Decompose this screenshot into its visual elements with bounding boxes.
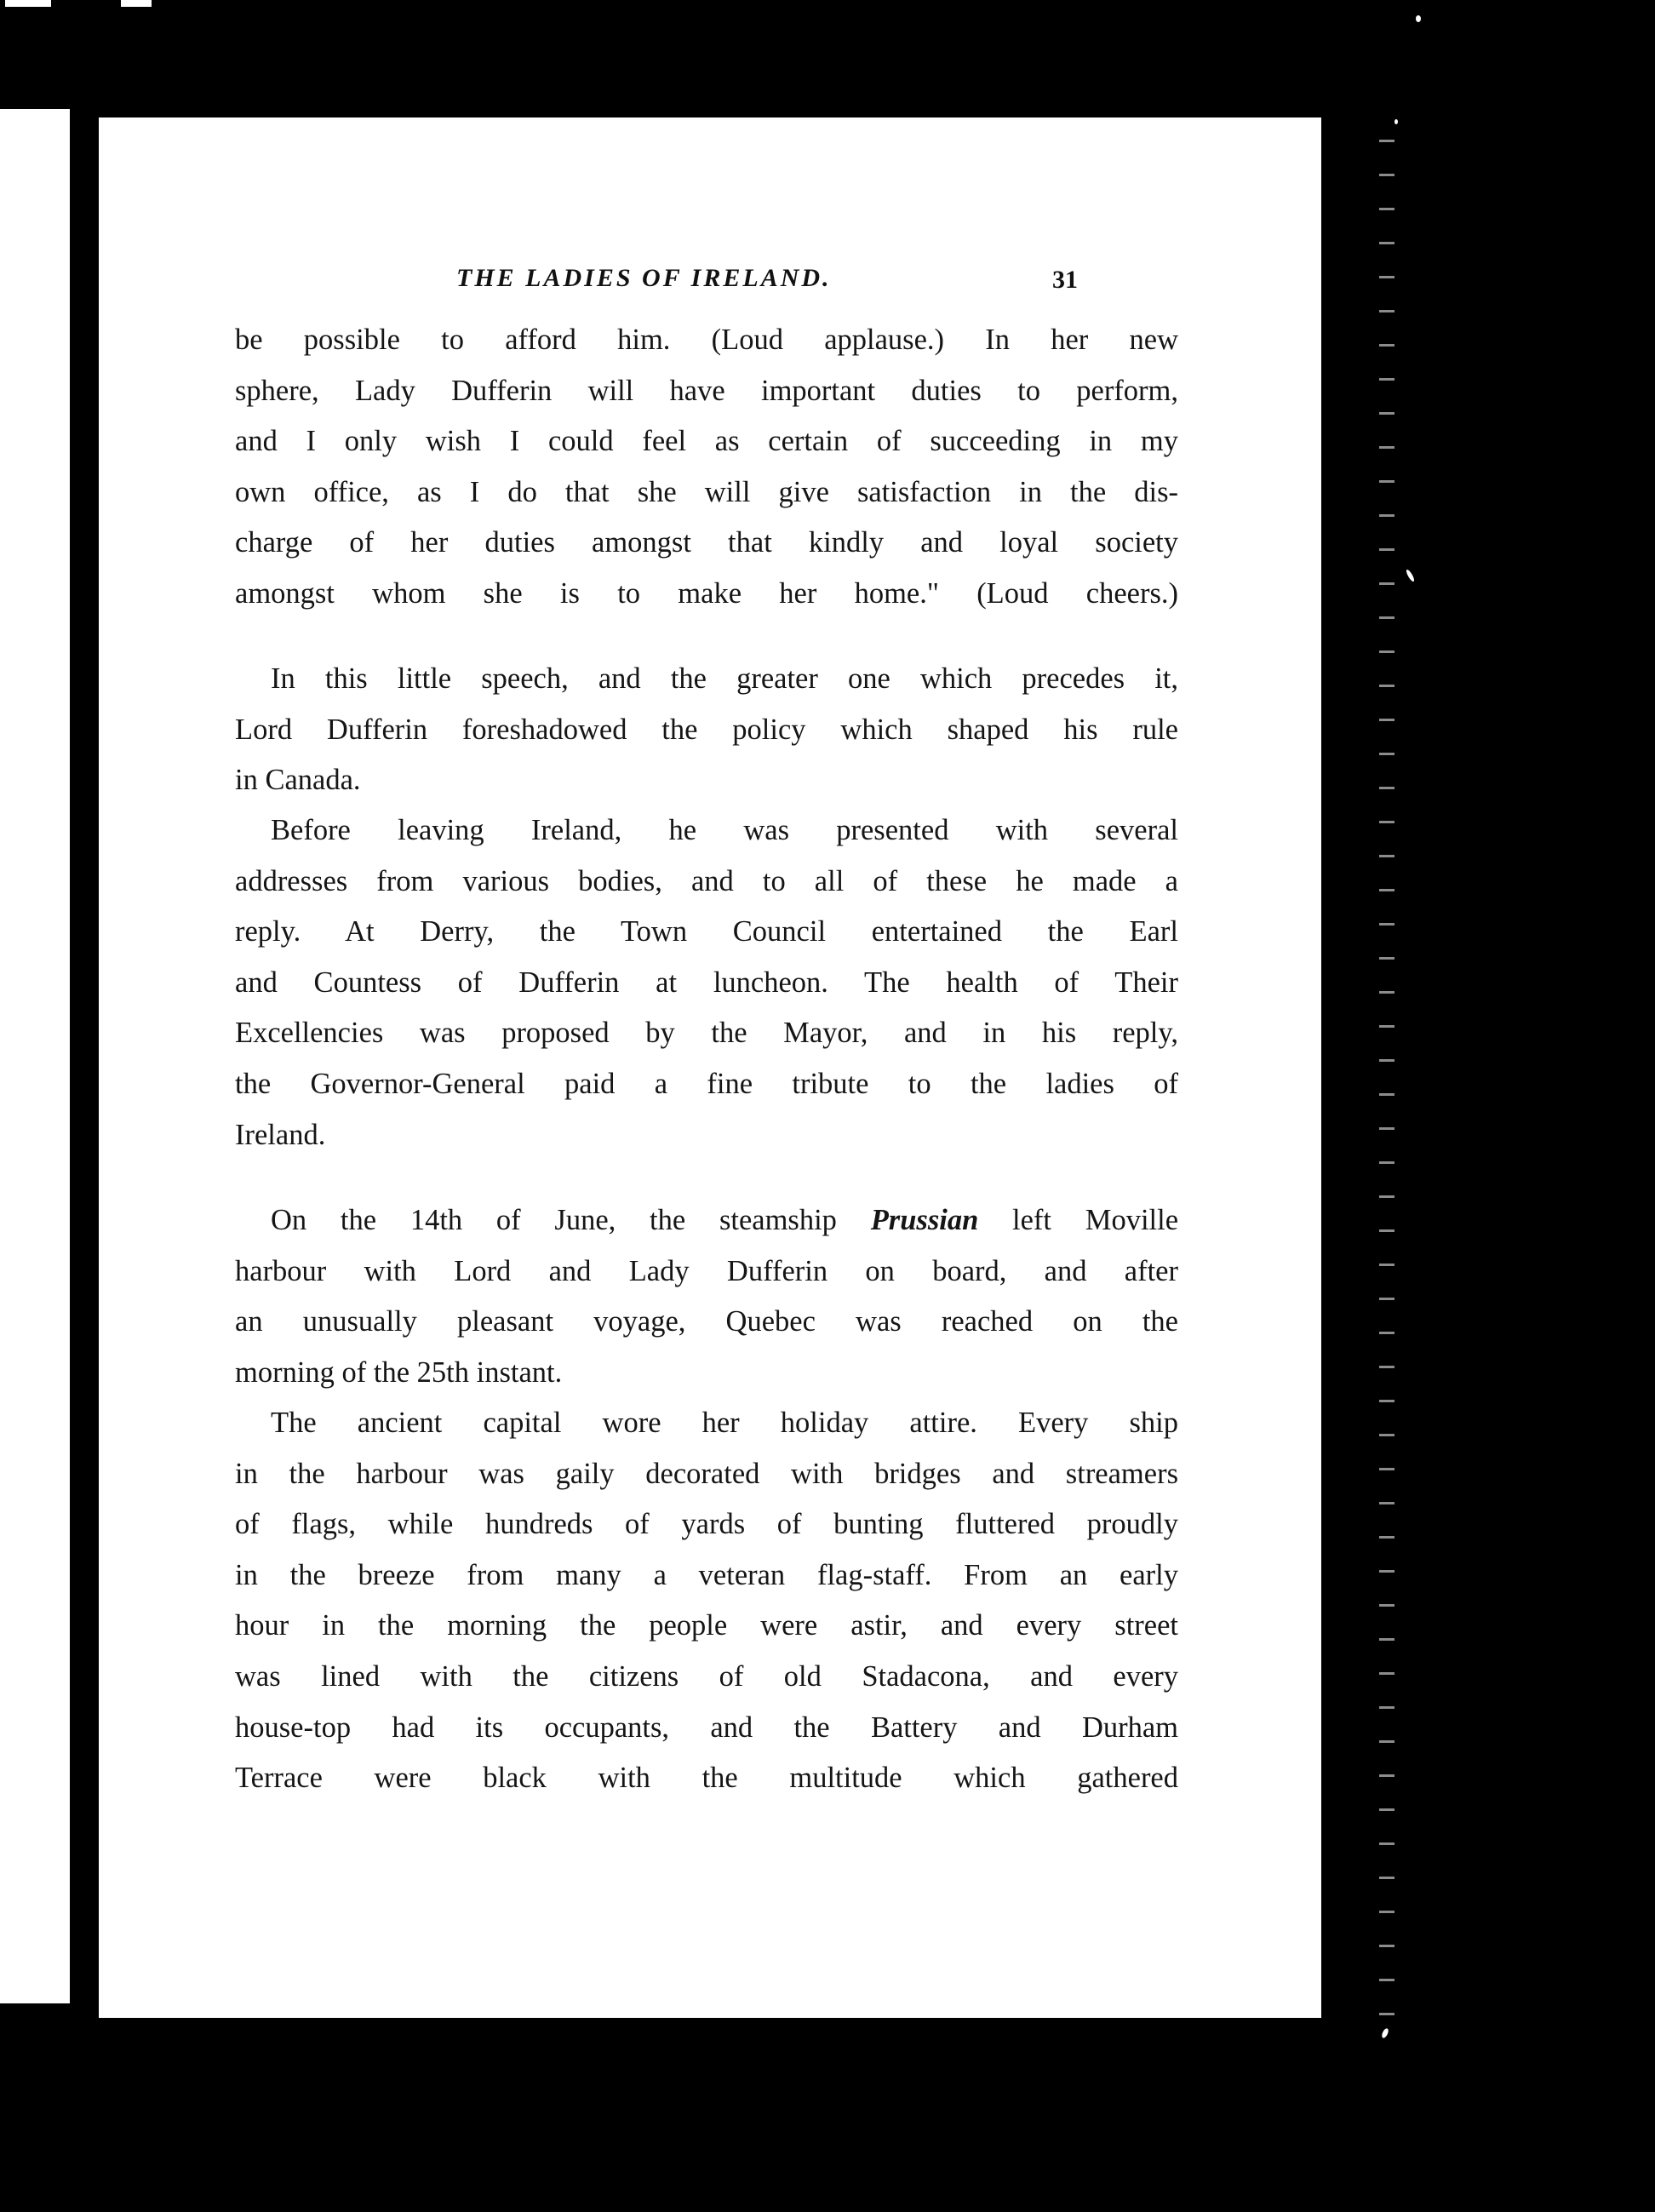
facing-page-edge: [0, 109, 70, 2003]
page-number: 31: [1052, 266, 1078, 294]
text-run: On the 14th of June, the steamship: [271, 1204, 837, 1236]
text-line: Ireland.: [235, 1118, 326, 1151]
running-title: THE LADIES OF IRELAND.: [456, 264, 832, 292]
text-line: In this little speech, and the greater one which precedes it,: [271, 662, 1178, 695]
text-run: left Moville: [1012, 1204, 1179, 1236]
book-page: [99, 117, 1321, 2018]
scan-speck: [1405, 569, 1415, 582]
scan-speck: [1381, 2027, 1390, 2038]
text-line: The ancient capital wore her holiday attire. Every ship: [271, 1407, 1178, 1439]
text-line: was lined with the citizens of old Stadacona, and every: [235, 1659, 1178, 1693]
text-line: Lord Dufferin foreshadowed the policy which shaped his rule: [235, 713, 1178, 746]
scan-artifact: [121, 0, 152, 7]
book-spine-edge: [1379, 128, 1394, 2026]
paragraph-4: [235, 1195, 1178, 1398]
text-line: sphere, Lady Dufferin will have important duties to perform,: [235, 374, 1178, 407]
text-line: and I only wish I could feel as certain of succeeding in my: [235, 425, 1178, 458]
text-line: and Countess of Dufferin at luncheon. The health of Their: [235, 966, 1178, 999]
text-line: hour in the morning the people were astir, and every street: [235, 1609, 1178, 1642]
scan-speck: [1394, 119, 1398, 124]
text-line: addresses from various bodies, and to all of these he made a: [235, 864, 1178, 897]
text-line: in the harbour was gaily decorated with bridges and streamers: [235, 1457, 1178, 1490]
text-line: own office, as I do that she will give satisfaction in the dis-: [235, 475, 1178, 508]
paragraph-5: [235, 1398, 1178, 1804]
text-line: Terrace were black with the multitude which gathered: [235, 1762, 1178, 1795]
text-line: an unusually pleasant voyage, Quebec was reached on the: [235, 1305, 1178, 1338]
text-line: amongst whom she is to make her home." (Loud cheers.): [235, 576, 1178, 610]
paragraph-2: [235, 654, 1178, 806]
scan-artifact: [5, 0, 51, 7]
text-line: Before leaving Ireland, he was presented with several: [271, 814, 1178, 846]
text-line: Excellencies was proposed by the Mayor, and in his reply,: [235, 1017, 1178, 1050]
text-line: house-top had its occupants, and the Battery and Durham: [235, 1711, 1178, 1744]
text-line: in the breeze from many a veteran flag-staff. From an early: [235, 1558, 1178, 1591]
paragraph-3: [235, 805, 1178, 1160]
page-header: [99, 264, 1321, 312]
text-line: of flags, while hundreds of yards of bunting fluttered proudly: [235, 1508, 1178, 1541]
ship-name: Prussian: [870, 1204, 979, 1236]
text-line: charge of her duties amongst that kindly and loyal society: [235, 526, 1178, 559]
text-line: morning of the 25th instant.: [235, 1355, 563, 1389]
text-line: be possible to afford him. (Loud applause.) In her new: [235, 324, 1178, 356]
text-line: reply. At Derry, the Town Council entertained the Earl: [235, 915, 1178, 948]
scan-speck: [1416, 15, 1421, 22]
text-line: in Canada.: [235, 764, 361, 797]
text-line: [235, 1195, 1178, 1246]
text-line: the Governor-General paid a fine tribute to the ladies of: [235, 1067, 1178, 1100]
text-line: harbour with Lord and Lady Dufferin on board, and after: [235, 1254, 1178, 1287]
paragraph-1: [235, 315, 1178, 620]
